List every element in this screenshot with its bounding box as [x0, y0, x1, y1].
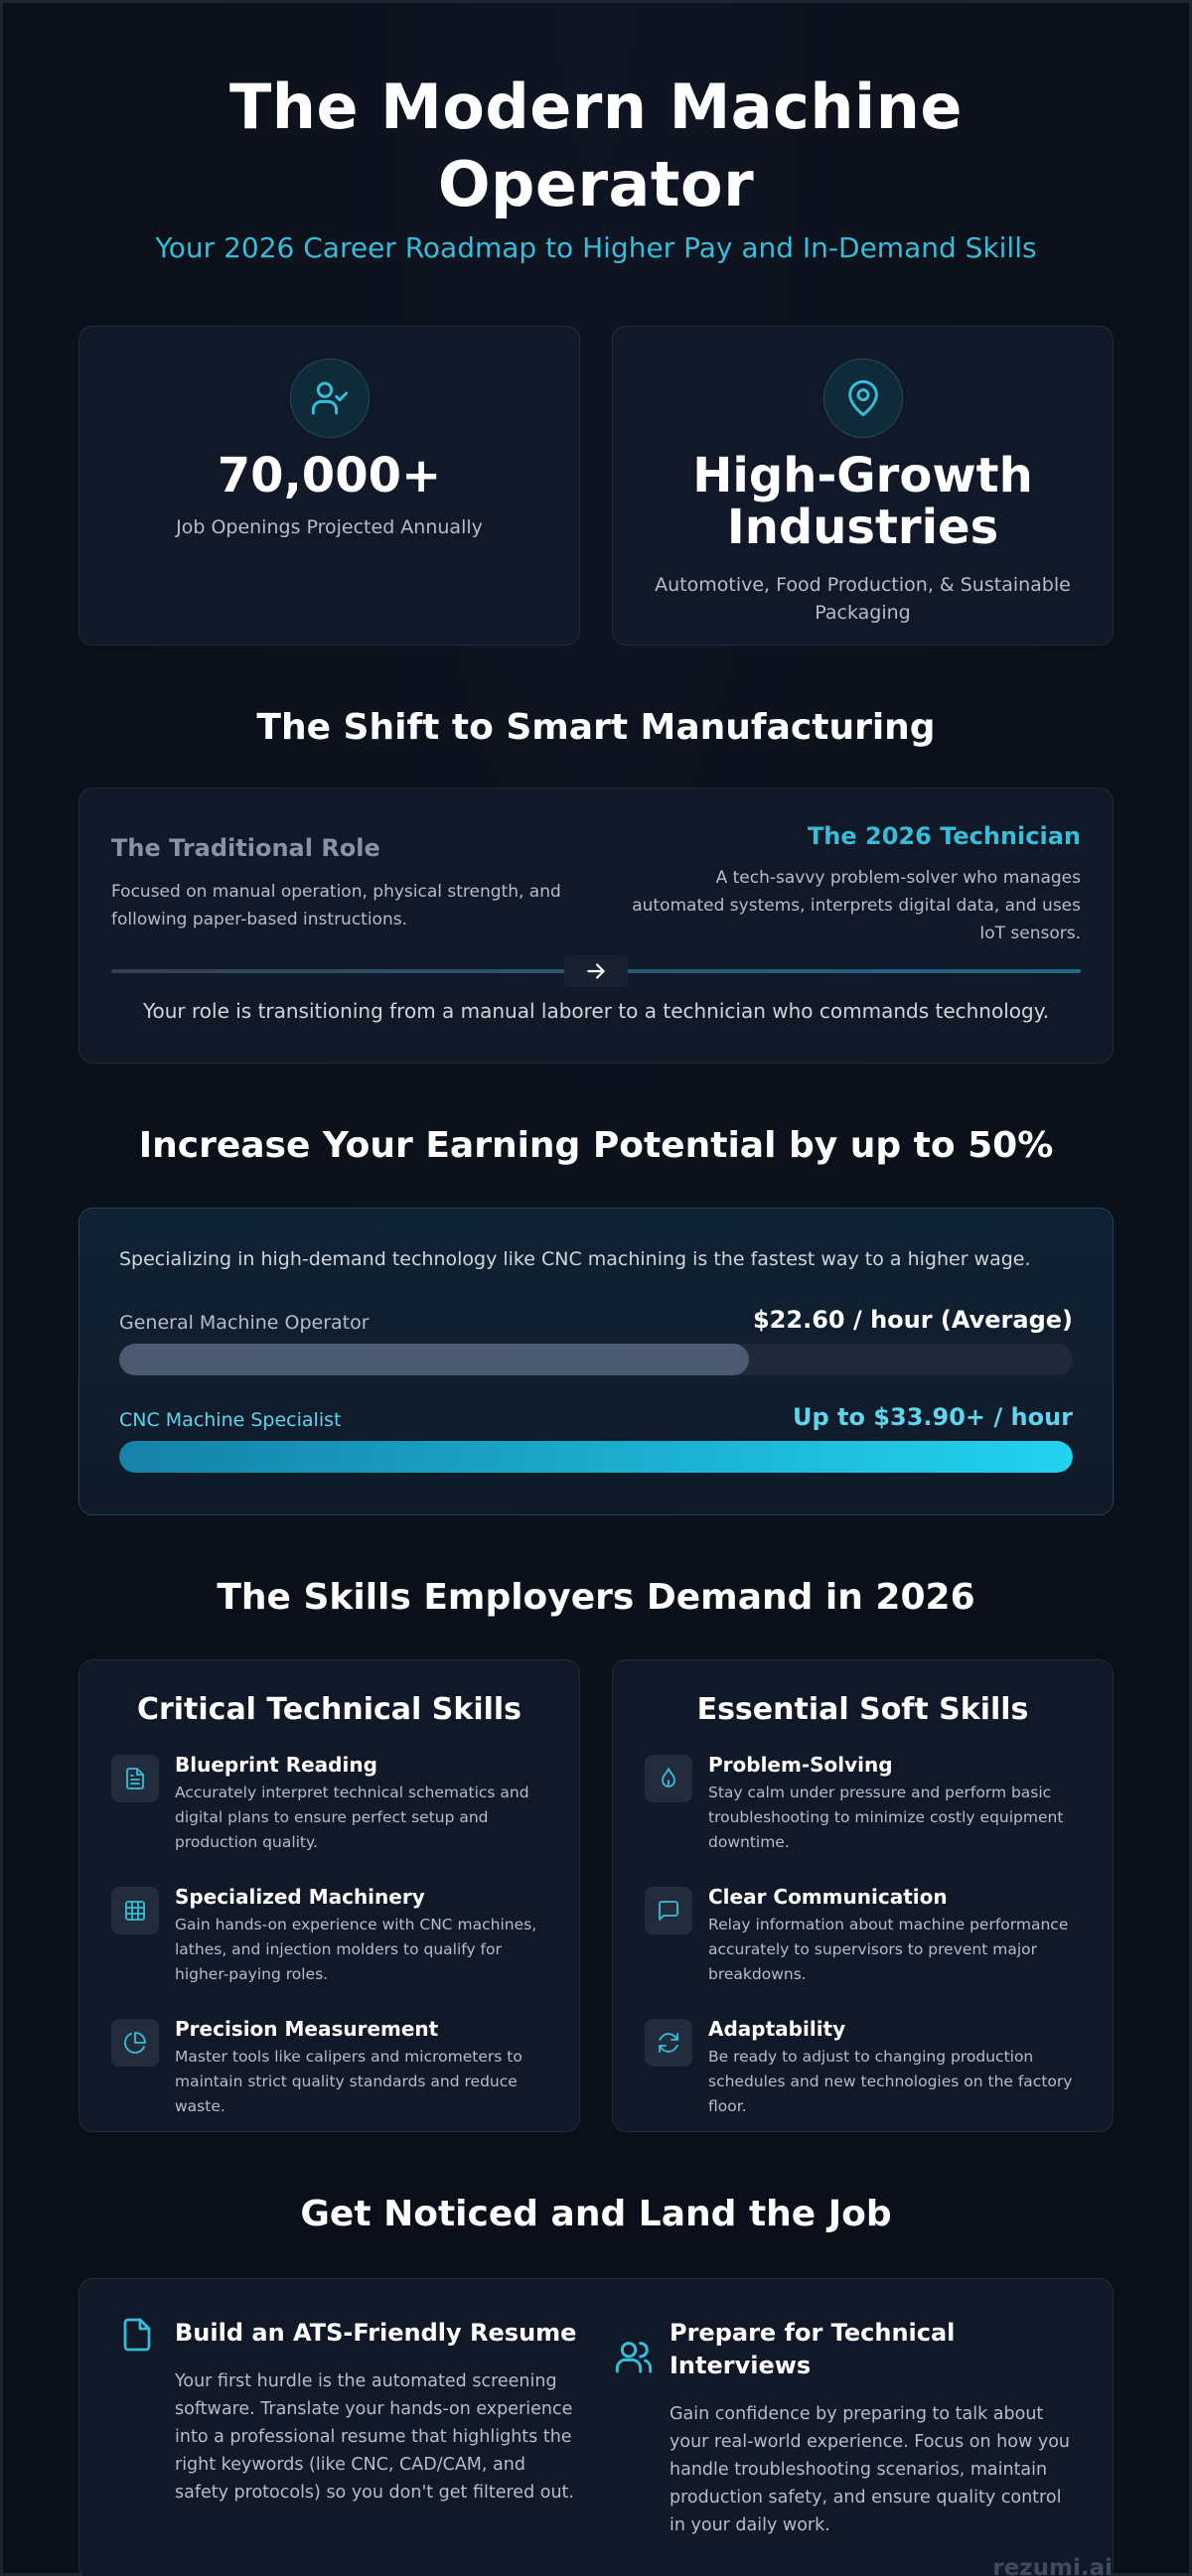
skill-desc: Accurately interpret technical schematics and digital plans to ensure perfect setup and production quality.	[175, 1784, 529, 1851]
chat-icon	[645, 1887, 692, 1934]
wage-value: Up to $33.90+ / hour	[792, 1403, 1073, 1431]
refresh-icon	[645, 2019, 692, 2067]
user-check-icon	[290, 358, 370, 438]
stat-label: Job Openings Projected Annually	[176, 516, 483, 538]
skill-desc: Relay information about machine performance accurately to supervisors to prevent major breakdowns.	[708, 1916, 1069, 1983]
wage-label: CNC Machine Specialist	[119, 1409, 342, 1431]
shift-card	[78, 787, 1114, 1064]
skill-desc: Stay calm under pressure and perform basic troubleshooting to minimize costly equipment downtime.	[708, 1784, 1064, 1851]
wage-row-cnc	[119, 1403, 1073, 1431]
wage-value: $22.60 / hour (Average)	[752, 1306, 1073, 1334]
skill-item	[111, 2017, 547, 2119]
earnings-intro: Specializing in high-demand technology like CNC machining is the fastest way to a higher wage.	[119, 1248, 1031, 1270]
skill-item	[111, 1885, 547, 1987]
tip-desc: Your first hurdle is the automated screening software. Translate your hands-on experience into a professional resume that highlights the right keywords (like CNC, CAD/CAM, and safety protocols) so you don't get filtered out.	[175, 2371, 574, 2503]
stat-card-openings	[78, 326, 580, 645]
stat-label: Automotive, Food Production, & Sustainable Packaging	[655, 574, 1071, 624]
section-heading-shift: The Shift to Smart Manufacturing	[256, 707, 936, 748]
soft-skills-card	[612, 1659, 1114, 2132]
tip-desc: Gain confidence by preparing to talk about your real-world experience. Focus on how you handle troubleshooting scenarios, maintain production safety, and ensure quality control in your daily work.	[670, 2404, 1070, 2535]
skill-name: Specialized Machinery	[175, 1885, 425, 1909]
traditional-role-title: The Traditional Role	[111, 834, 380, 862]
skill-desc: Be ready to adjust to changing production schedules and new technologies on the factory floor.	[708, 2048, 1073, 2115]
stats-row	[78, 326, 1114, 645]
pie-chart-icon	[111, 2019, 159, 2067]
technical-skills-title: Critical Technical Skills	[136, 1692, 522, 1727]
traditional-role	[111, 822, 568, 947]
soft-skills-title: Essential Soft Skills	[696, 1692, 1029, 1727]
wage-row-general	[119, 1306, 1073, 1334]
section-heading-earnings: Increase Your Earning Potential by up to 50%	[138, 1125, 1054, 1166]
skill-name: Problem-Solving	[708, 1753, 893, 1777]
document-icon	[111, 1755, 159, 1802]
traditional-role-desc: Focused on manual operation, physical strength, and following paper-based instructions.	[111, 882, 561, 930]
wage-bar-track	[119, 1344, 1073, 1375]
map-pin-icon	[823, 358, 903, 438]
arrow-right-icon	[564, 955, 628, 987]
flame-icon	[645, 1755, 692, 1802]
skill-name: Precision Measurement	[175, 2017, 439, 2041]
technical-skills-card	[78, 1659, 580, 2132]
skill-name: Blueprint Reading	[175, 1753, 377, 1777]
stat-card-industries	[612, 326, 1114, 645]
resume-tip	[119, 2317, 578, 2576]
transition-line	[111, 969, 1081, 973]
skill-name: Clear Communication	[708, 1885, 948, 1909]
page-subtitle: Your 2026 Career Roadmap to Higher Pay and In-Demand Skills	[155, 231, 1037, 264]
skill-desc: Master tools like calipers and micrometers to maintain strict quality standards and reduce waste.	[175, 2048, 522, 2115]
skill-item	[111, 1753, 547, 1855]
earnings-card	[78, 1208, 1114, 1515]
wage-label: General Machine Operator	[119, 1312, 370, 1334]
tip-title: Build an ATS-Friendly Resume	[175, 2319, 577, 2347]
skills-row	[78, 1659, 1114, 2132]
skill-item	[645, 2017, 1081, 2119]
land-job-card	[78, 2278, 1114, 2576]
wage-bar-cnc	[119, 1441, 1073, 1473]
users-icon	[614, 2337, 654, 2576]
skill-desc: Gain hands-on experience with CNC machines, lathes, and injection molders to qualify for higher-paying roles.	[175, 1916, 537, 1983]
section-heading-skills: The Skills Employers Demand in 2026	[217, 1577, 975, 1618]
stat-value: 70,000+	[217, 448, 442, 503]
stat-value: High-Growth Industries	[692, 448, 1033, 555]
interview-tip	[614, 2317, 1073, 2576]
skill-item	[645, 1753, 1081, 1855]
technician-role-desc: A tech-savvy problem-solver who manages automated systems, interprets digital data, and uses IoT sensors.	[632, 868, 1081, 943]
technician-role	[624, 822, 1081, 947]
section-heading-land-job: Get Noticed and Land the Job	[300, 2194, 892, 2234]
tip-title: Prepare for Technical Interviews	[670, 2319, 956, 2379]
grid-icon	[111, 1887, 159, 1934]
technician-role-title: The 2026 Technician	[807, 822, 1081, 850]
page-title: The Modern Machine Operator	[229, 71, 963, 220]
wage-bar-general	[119, 1344, 749, 1375]
skill-name: Adaptability	[708, 2017, 846, 2041]
wage-bar-track	[119, 1441, 1073, 1473]
brand-watermark: rezumi.ai	[992, 2555, 1113, 2576]
shift-summary: Your role is transitioning from a manual laborer to a technician who commands technology.	[142, 999, 1050, 1023]
skill-item	[645, 1885, 1081, 1987]
file-icon	[119, 2317, 159, 2576]
